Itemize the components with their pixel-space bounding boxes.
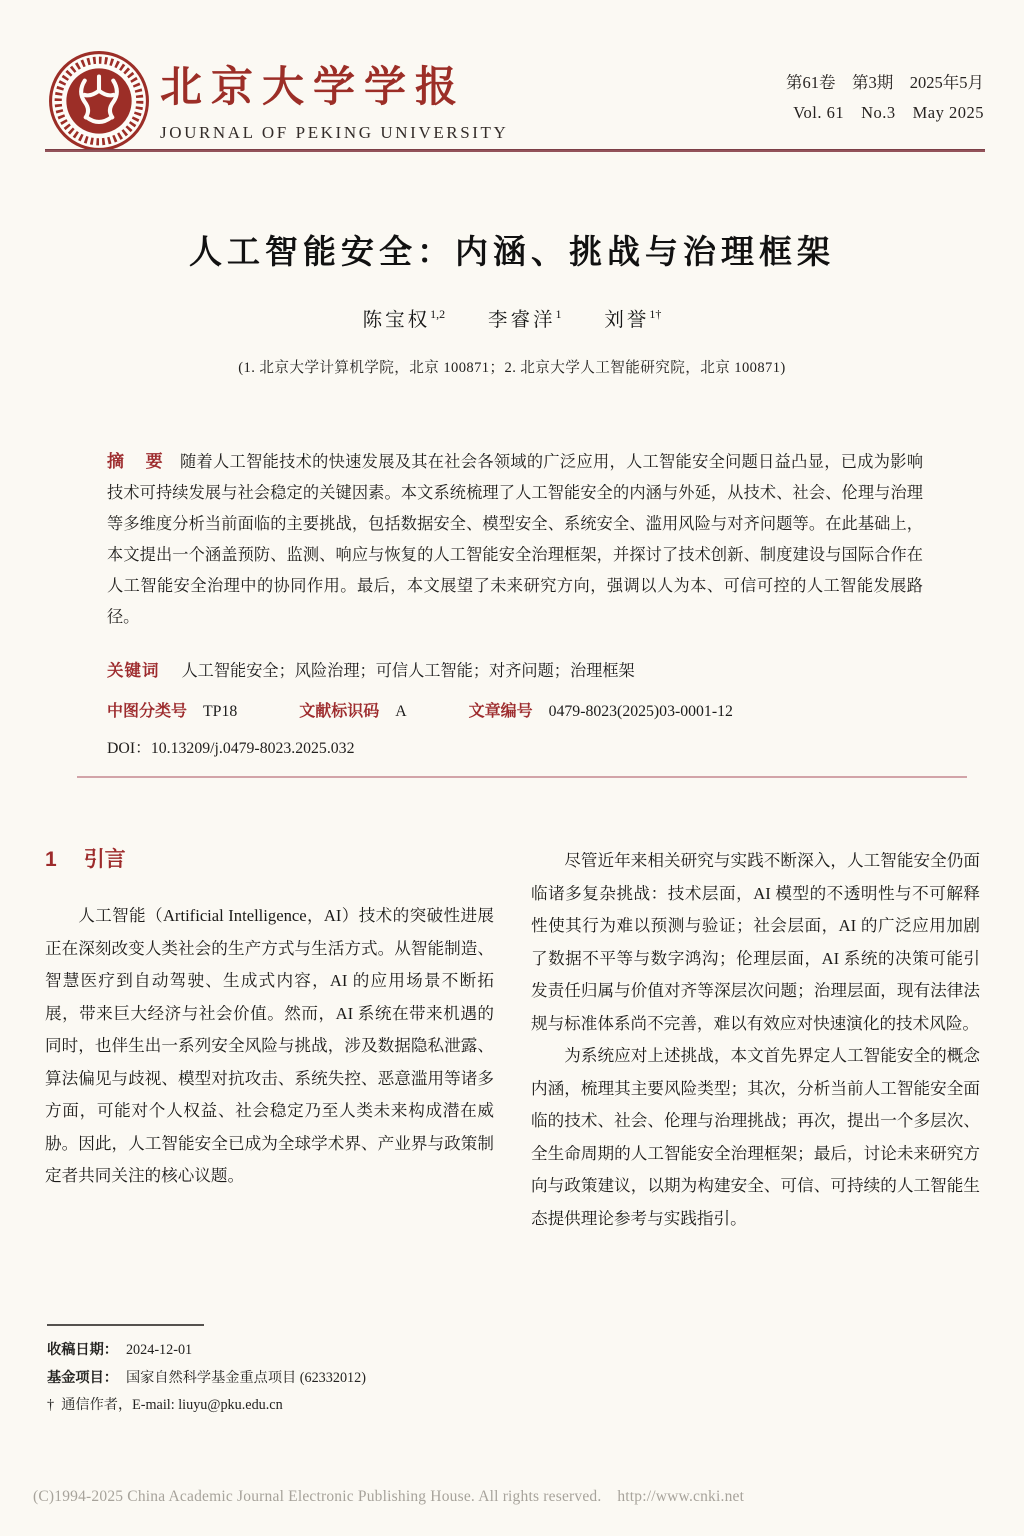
intro-paragraph-3: 为系统应对上述挑战，本文首先界定人工智能安全的概念内涵，梳理其主要风险类型；其次，分析当前人工智能安全面临的技术、社会、伦理与治理挑战；再次，提出一个多层次、全生命周期的人工智能安全治理框架；最后，讨论未来研究方向与政策建议，以期为构建安全、可信、可持续的人工智能生态提供理论参考与实践指引。 [531, 1046, 980, 1228]
journal-name-en: JOURNAL OF PEKING UNIVERSITY [160, 123, 509, 142]
author-line [0, 304, 1024, 332]
footnote-divider [47, 1324, 204, 1326]
section-1-title: 引言 [83, 848, 126, 871]
funding-value: 国家自然科学基金重点项目 (62332012) [125, 1369, 366, 1386]
masthead-divider [45, 149, 985, 152]
section-1-number: 1 [45, 848, 57, 871]
doi-line: DOI：10.13209/j.0479-8023.2025.032 [107, 740, 355, 757]
journal-names [160, 54, 508, 143]
received-date-label: 收稿日期： [47, 1342, 118, 1358]
clc-value: TP18 [203, 703, 238, 720]
body-column-left [45, 845, 494, 1193]
intro-paragraph-2: 尽管近年来相关研究与实践不断深入，人工智能安全仍面临诸多复杂挑战：技术层面，AI 模型的不透明性与不可解释性使其行为难以预测与验证；社会层面，AI 的广泛应用加剧了数据不平等与数字鸿沟；伦理层面，AI 系统的决策可能引发责任归属与价值对齐等深层次问题；治理层面，现有法律法规与标准体系尚不完善，难以有效应对快速演化的技术风险。 [531, 851, 980, 1033]
intro-paragraph-1: 人工智能（Artificial Intelligence，AI）技术的突破性进展正在深刻改变人类社会的生产方式与生活方式。从智能制造、智慧医疗到自动驾驶、生成式内容，AI 的应用场景不断拓展，带来巨大经济与社会价值。然而，AI 系统在带来机遇的同时，也伴生出一系列安全风险与挑战，涉及数据隐私泄露、算法偏见与歧视、模型对抗攻击、系统失控、恶意滥用等诸多方面，可能对个人权益、社会稳定乃至人类未来构成潜在威胁。因此，人工智能安全已成为全球学术界、产业界与政策制定者共同关注的核心议题。 [45, 906, 494, 1185]
received-date-line [47, 1337, 366, 1365]
affiliation-line: (1. 北京大学计算机学院，北京 100871；2. 北京大学人工智能研究院，北京 100871) [238, 360, 786, 376]
body-column-right [531, 845, 980, 1235]
section-1-heading [45, 845, 494, 875]
keywords-label: 关键词 [107, 662, 160, 680]
classification-row [107, 698, 733, 721]
funding-line [47, 1365, 366, 1393]
abstract-body-divider [77, 776, 967, 778]
masthead [45, 48, 984, 148]
pku-seal-icon [48, 50, 150, 152]
article-title: 人工智能安全：内涵、挑战与治理框架 [189, 235, 835, 271]
author-1: 陈宝权$^{1,2}$ [362, 307, 446, 331]
abstract-text: 随着人工智能技术的快速发展及其在社会各领域的广泛应用，人工智能安全问题日益凸显，已成为影响技术可持续发展与社会稳定的关键因素。本文系统梳理了人工智能安全的内涵与外延，从技术、社会、伦理与治理等多维度分析当前面临的主要挑战，包括数据安全、模型安全、系统安全、滥用风险与对齐问题等。在此基础上，本文提出一个涵盖预防、监测、响应与恢复的人工智能安全治理框架，并探讨了技术创新、制度建设与国际合作在人工智能安全治理中的协同作用。最后，本文展望了未来研究方向，强调以人为本、可信可控的人工智能发展路径。 [107, 453, 924, 626]
issue-info [786, 68, 984, 128]
clc-label: 中图分类号 [107, 703, 188, 720]
author-2: 李睿洋$^1$ [487, 307, 562, 331]
issue-line-cn: 第61卷 第3期 2025年5月 [786, 73, 984, 92]
keywords-row [107, 657, 635, 681]
article-no-value: 0479-8023(2025)03-0001-12 [548, 703, 733, 720]
author-3: 刘誉$^{1\dagger}$ [604, 307, 662, 331]
doc-code-label: 文献标识码 [299, 703, 380, 720]
issue-line-en: Vol. 61 No.3 May 2025 [793, 103, 984, 122]
abstract-label: 摘 要 [107, 452, 165, 471]
corresponding-author-line: † 通信作者，E-mail: liuyu@pku.edu.cn [47, 1397, 283, 1413]
author-3-affil-sup: 1† [649, 307, 662, 321]
copyright-line: (C)1994-2025 China Academic Journal Electronic Publishing House. All rights reserved. http://www.cnki.net [33, 1488, 745, 1505]
doc-code-value: A [395, 703, 407, 720]
article-no-label: 文章编号 [468, 703, 533, 720]
journal-name-cn: 北京大学学报 [160, 65, 467, 111]
author-2-affil-sup: 1 [555, 307, 562, 321]
footnote-block [47, 1337, 366, 1420]
keywords-text: 人工智能安全；风险治理；可信人工智能；对齐问题；治理框架 [181, 662, 635, 680]
received-date-value: 2024-12-01 [125, 1342, 193, 1358]
abstract [107, 446, 923, 633]
author-1-affil-sup: 1,2 [430, 307, 446, 321]
funding-label: 基金项目： [47, 1369, 118, 1386]
